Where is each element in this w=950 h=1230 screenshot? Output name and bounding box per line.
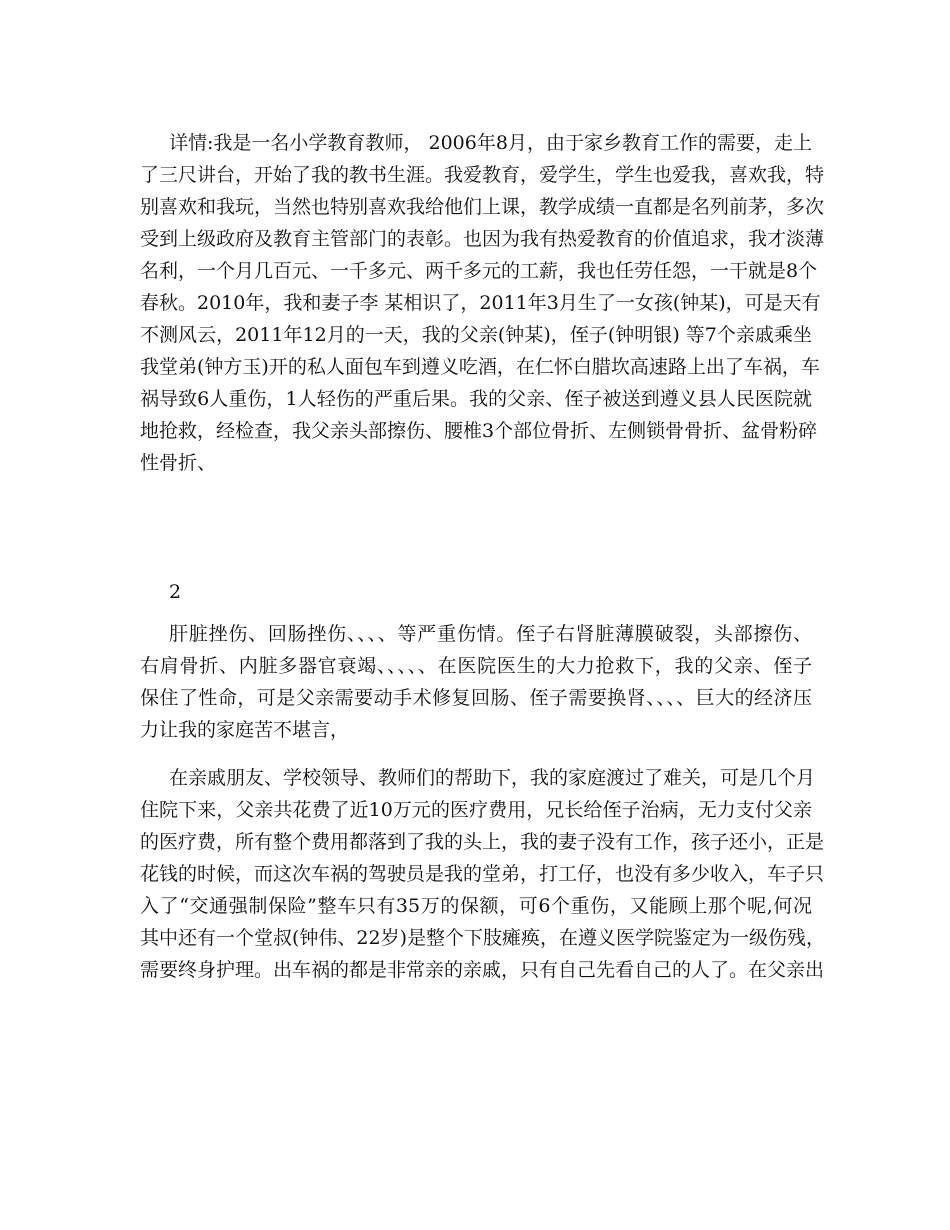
page-number (140, 576, 812, 608)
text-line: 花钱的时候，而这次车祸的驾驶员是我的堂弟，打工仔，也没有多少收入，车子只 (140, 863, 825, 885)
text-line: 入了“交通强制保险”整车只有35万的保额，可6个重伤，又能顾上那个呢,何况 (140, 895, 812, 917)
text-line: 春秋。2010年，我和妻子李 某相识了，2011年3月生了一女孩(钟某)，可是天有 (140, 292, 821, 314)
paragraph-2 (140, 618, 812, 746)
text-line: 了三尺讲台，开始了我的教书生涯。我爱教育，爱学生，学生也爱我，喜欢我，特 (140, 164, 825, 186)
text-line: 地抢救，经检查，我父亲头部擦伤、腰椎3个部位骨折、左侧锁骨骨折、盆骨粉碎 (140, 420, 818, 442)
text-line: 在亲戚朋友、学校领导、教师们的帮助下，我的家庭渡过了难关，可是几个月 (169, 767, 816, 789)
page-number-text: 2 (169, 581, 182, 603)
text-line: 肝脏挫伤、回肠挫伤、、、、等严重伤情。侄子右肾脏薄膜破裂，头部擦伤、 (169, 623, 812, 645)
text-line: 力让我的家庭苦不堪言， (140, 719, 350, 741)
text-line: 我堂弟(钟方玉)开的私人面包车到遵义吃酒，在仁怀白腊坎高速路上出了车祸，车 (140, 356, 820, 378)
text-line: 别喜欢和我玩，当然也特别喜欢我给他们上课，教学成绩一直都是名列前茅，多次 (140, 196, 825, 218)
paragraph-1 (140, 127, 825, 479)
text-line: 详情:我是一名小学教育教师， 2006年8月，由于家乡教育工作的需要，走上 (169, 132, 812, 154)
text-line: 的医疗费，所有整个费用都落到了我的头上，我的妻子没有工作，孩子还小，正是 (140, 831, 825, 853)
text-line: 受到上级政府及教育主管部门的表彰。也因为我有热爱教育的价值追求，我才淡薄 (140, 228, 825, 250)
text-line: 右肩骨折、内脏多器官衰竭、、、、、在医院医生的大力抢救下，我的父亲、侄子 (140, 655, 812, 677)
text-line: 性骨折、 (140, 452, 217, 474)
text-line: 需要终身护理。出车祸的都是非常亲的亲戚，只有自己先看自己的人了。在父亲出 (140, 959, 825, 981)
paragraph-3 (140, 762, 826, 986)
text-line: 其中还有一个堂叔(钟伟、22岁)是整个下肢瘫痪，在遵义医学院鉴定为一级伤残， (140, 927, 826, 949)
text-line: 保住了性命，可是父亲需要动手术修复回肠、侄子需要换肾、、、、巨大的经济压 (140, 687, 812, 709)
text-line: 名利，一个月几百元、一千多元、两千多元的工薪，我也任劳任怨，一干就是8个 (140, 260, 818, 282)
text-line: 住院下来，父亲共花费了近10万元的医疗费用，兄长给侄子治病，无力支付父亲 (140, 799, 812, 821)
text-line: 祸导致6人重伤，1人轻伤的严重后果。我的父亲、侄子被送到遵义县人民医院就 (140, 388, 812, 410)
text-line: 不测风云，2011年12月的一天，我的父亲(钟某)，侄子(钟明银) 等7个亲戚乘坐 (140, 324, 812, 346)
